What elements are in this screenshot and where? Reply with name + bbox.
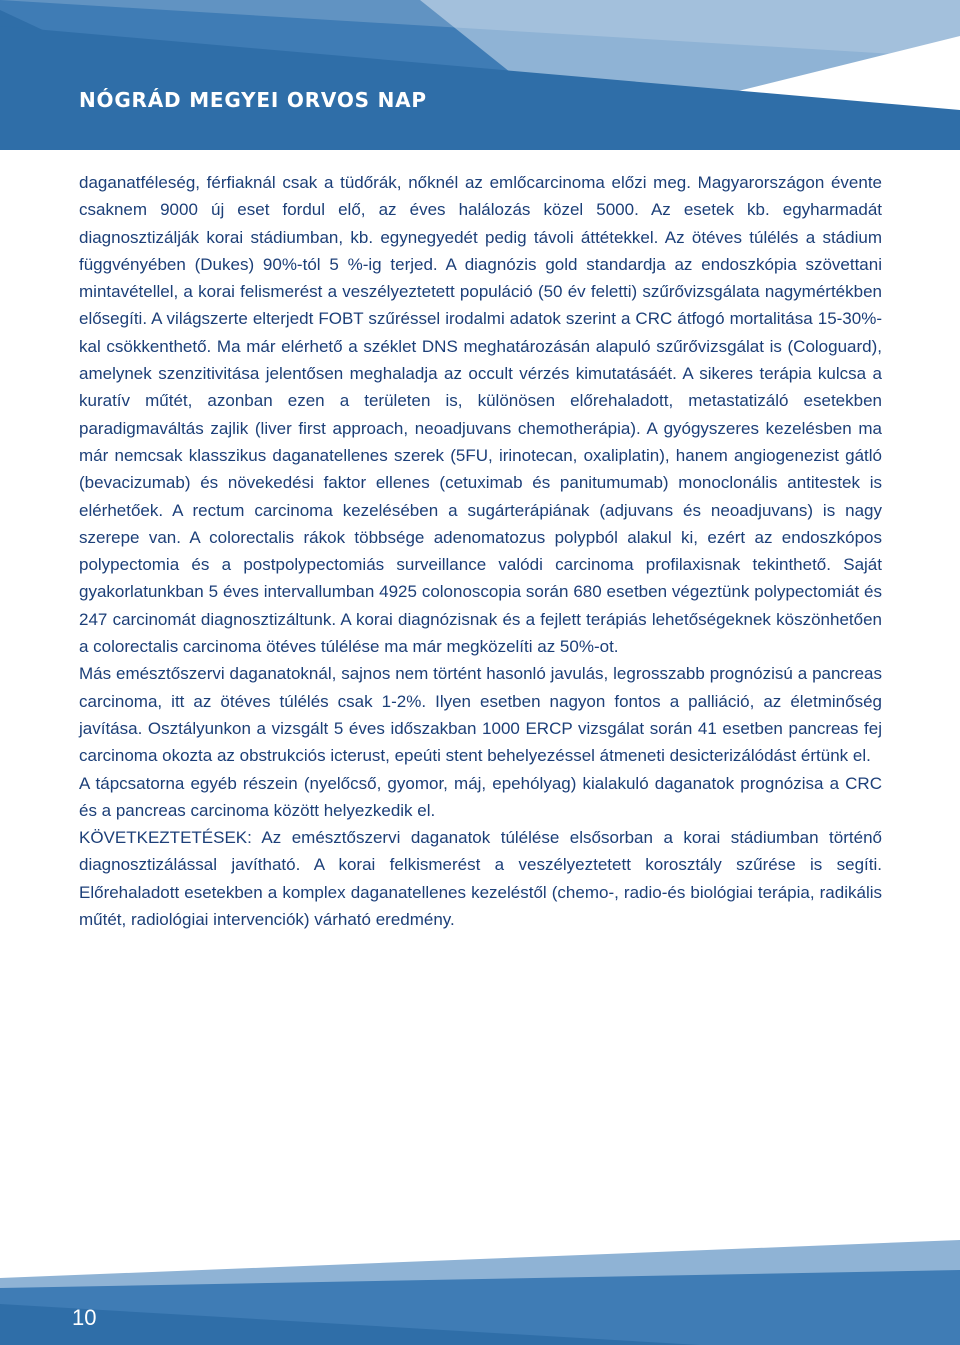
body-paragraph: daganatféleség, férfiaknál csak a tüdőrák, nőknél az emlőcarcinoma előzi meg. Magyarországon évente csaknem 9000 új eset fordul elő, az éves halálozás közel 5000. Az esetek kb. egyharmadát diagnosztizálják korai stádiumban, kb. egynegyedét pedig távoli áttétekkel. Az ötéves túlélés a stádium függvényében (Dukes) 90%-tól 5 %-ig terjed. A diagnózis gold standardja az endoszkópia szövettani mintavétellel, a korai felismerést a veszélyeztetett populáció (50 év feletti) szűrővizsgálata nagymértékben elősegíti. A világszerte elterjedt FOBT szűréssel irodalmi adatok szerint a CRC átfogó mortalitása 15-30%-kal csökkenthető. Ma már elérhető a széklet DNS meghatározásán alapuló szűrővizsgálat is (Cologuard), amelynek szenzitivitása jelentősen meghaladja az occult vérzés kimutatásáét. A sikeres terápia kulcsa a kuratív műtét, azonban ezen a területen is, különösen előrehaladott, metastatizáló esetekben paradigmaváltás zajlik (liver first approach, neoadjuvans chemotherápia). A gyógyszeres kezelésben ma már nemcsak klasszikus daganatellenes szerek (5FU, irinotecan, oxaliplatin), hanem angiogenezist gátló (bevacizumab) és növekedési faktor ellenes (cetuximab és panitumumab) monoclonális antitestek is elérhetőek. A rectum carcinoma kezelésében a sugárterápiának (adjuvans és neoadjuvans) is nagy szerepe van. A colorectalis rákok többsége adenomatozus polypból alakul ki, ezért az endoszkópos polypectomia és a postpolypectomiás surveillance valódi carcinoma profilaxisnak tekinthető. Saját gyakorlatunkban 5 éves intervallumban 4925 colonoscopia során 680 esetben végeztünk polypectomiát és 247 carcinomát diagnosztizáltunk. A korai diagnózisnak és a fejlett terápiás lehetőségeknek köszönhetően a colorectalis carcinoma ötéves túlélése ma már megközelíti az 50%-ot. bbox=[79, 173, 882, 657]
page-number: 10 bbox=[72, 1305, 97, 1330]
body-paragraph: Más emésztőszervi daganatoknál, sajnos nem történt hasonló javulás, legrosszabb prognózisú a pancreas carcinoma, itt az ötéves túlélés csak 1-2%. Ilyen esetben nagyon fontos a palliáció, az életminőség javítása. Osztályunkon a vizsgált 5 éves időszakban 1000 ERCP vizsgálat során 41 esetben pancreas fej carcinoma okozta az obstrukciós icterust, epeúti stent behelyezéssel átmeneti desicterizálódást értünk el. bbox=[79, 664, 882, 766]
body-paragraph: KÖVETKEZTETÉSEK: Az emésztőszervi daganatok túlélése elsősorban a korai stádiumban történő diagnosztizálással javítható. A korai felkismerést a veszélyeztetett korosztály szűrése is segíti. Előrehaladott esetekben a komplex daganatellenes kezeléstől (chemo-, radio-és biológiai terápia, radikális műtét, radiológiai intervenciók) várható eredmény. bbox=[79, 828, 882, 930]
body-paragraph: A tápcsatorna egyéb részein (nyelőcső, gyomor, máj, epehólyag) kialakuló daganatok prognózisa a CRC és a pancreas carcinoma között helyezkedik el. bbox=[79, 773, 882, 820]
article-body bbox=[79, 169, 882, 933]
header-title: NÓGRÁD MEGYEI ORVOS NAP bbox=[79, 88, 427, 112]
footer-banner bbox=[0, 1240, 960, 1345]
header-banner bbox=[0, 0, 960, 150]
